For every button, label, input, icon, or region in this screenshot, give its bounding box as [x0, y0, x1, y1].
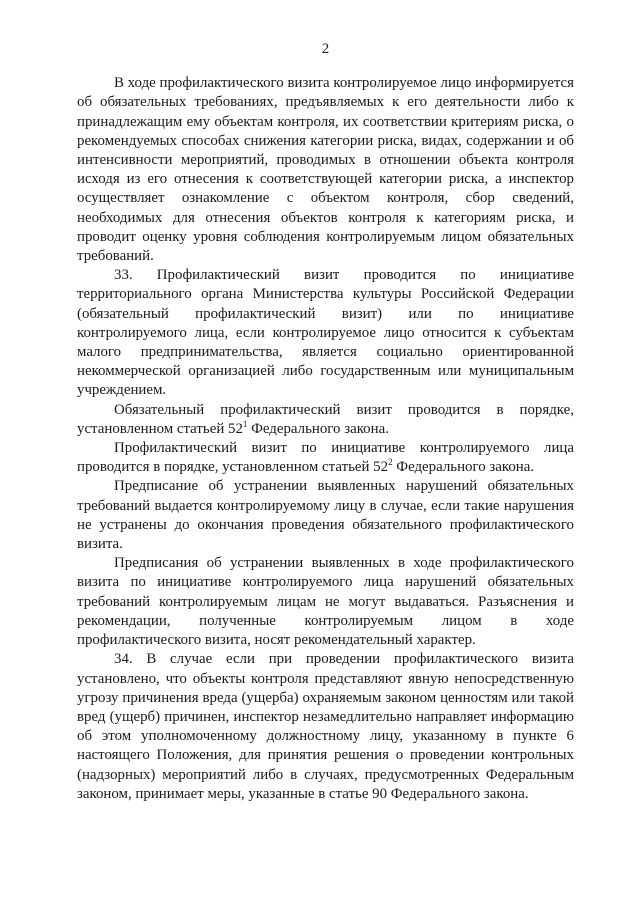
paragraph-initiative-visit	[77, 439, 574, 477]
superscript: 2	[388, 457, 393, 468]
paragraph-prescription-issued: Предписание об устранении выявленных нарушений обязательных требований выдается контролируемому лицу в случае, если такие нарушения не устранены до окончания проведения обязательного профилактического визита.	[77, 478, 574, 553]
paragraph-prescription-not-issued: Предписания об устранении выявленных в ходе профилактического визита по инициативе контролируемого лица нарушений обязательных требований контролируемым лицам не могут выдаваться. Разъяснения и рекомендации, полученные контролируемым лицом в ходе профилактического визита, носят рекомендательный характер.	[77, 555, 574, 649]
paragraph-visit-information: В ходе профилактического визита контролируемое лицо информируется об обязательных требованиях, предъявляемых к его деятельности либо к принадлежащим ему объектам контроля, их соответствии критериям риска, о рекомендуемых способах снижения категории риска, видах, содержании и об интенсивности мероприятий, проводимых в отношении объекта контроля исходя из его отнесения к соответствующей категории риска, а инспектор осуществляет ознакомление с объектом контроля, сбор сведений, необходимых для отнесения объектов контроля к категориям риска, и проводит оценку уровня соблюдения контролируемым лицом обязательных требований.	[77, 75, 574, 265]
paragraph-text: Обязательный профилактический визит проводится в порядке, установленном статьей 52	[77, 401, 574, 437]
paragraph-mandatory-visit	[77, 401, 574, 439]
page-number: 2	[321, 41, 330, 57]
paragraph-text: Профилактический визит по инициативе контролируемого лица проводится в порядке, установленном статьей 52	[77, 440, 574, 476]
superscript: 1	[242, 418, 248, 429]
paragraph-34-threat: 34. В случае если при проведении профилактического визита установлено, что объекты контроля представляют явную непосредственную угрозу причинения вреда (ущерба) охраняемым законом ценностям или такой вред (ущерб) причинен, инспектор незамедлительно направляет информацию об этом уполномоченному должностному лицу, указанному в пункте 6 настоящего Положения, для принятия решения о проведении контрольных (надзорных) мероприятий либо в случаях, предусмотренных Федеральным законом, принимает меры, указанные в статье 90 Федерального закона.	[77, 651, 574, 802]
paragraph-text: Федерального закона.	[247, 420, 389, 437]
paragraph-33-initiative: 33. Профилактический визит проводится по инициативе территориального органа Министерства культуры Российской Федерации (обязательный профилактический визит) или по инициативе контролируемого лица, если контролируемое лицо относится к субъектам малого предпринимательства, является социально ориентированной некоммерческой организацией либо государственным или муниципальным учреждением.	[77, 267, 574, 399]
paragraph-text: Федерального закона.	[392, 459, 535, 476]
